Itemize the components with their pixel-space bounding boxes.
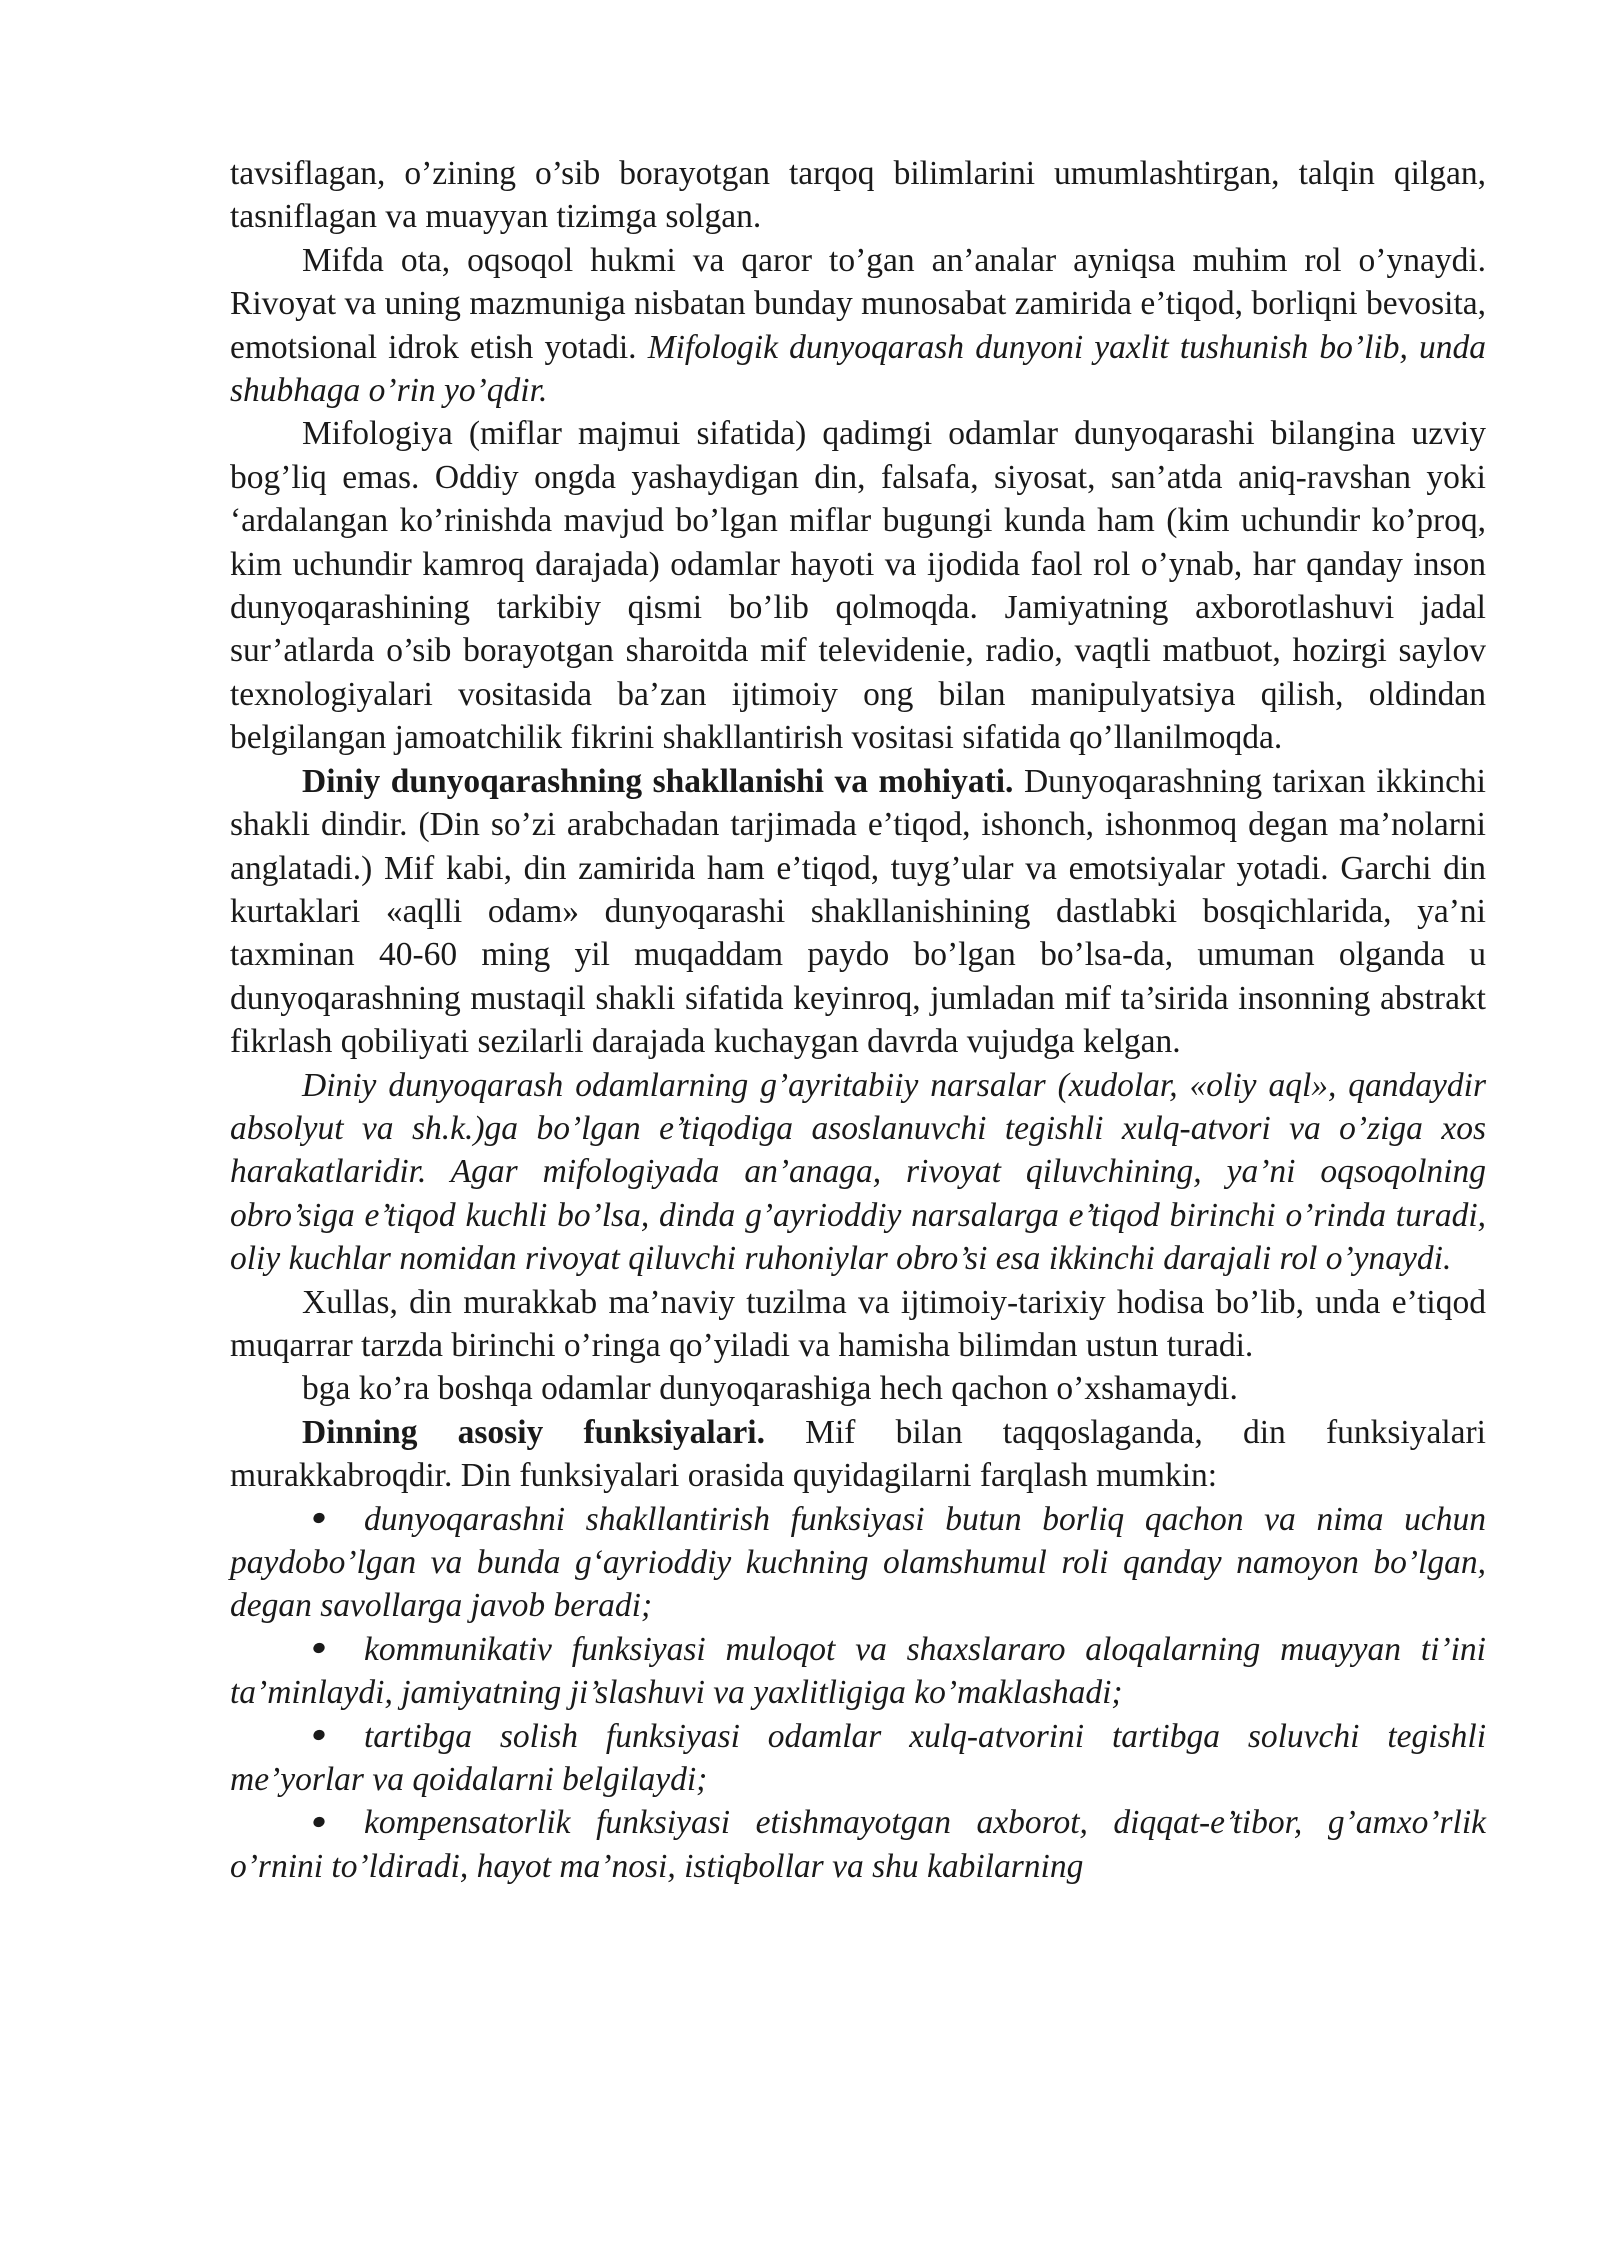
italic-text: Diniy dunyoqarash odamlarning g’ayritabiiy narsalar (xudolar, «oliy aql», qandaydir absolyut va sh.k.)ga bo’lgan e’tiqodiga asoslanuvchi tegishli xulq-atvori va o’ziga xos harakatlaridir. Agar mifologiyada an’anaga, rivoyat qiluvchining, ya’ni oqsoqolning obro’siga e’tiqod kuchli bo’lsa, dinda g’ayrioddiy narsalarga e’tiqod birinchi o’rinda turadi, oliy kuchlar nomidan rivoyat qiluvchi ruhoniylar obro’si esa ikkinchi darajali rol o’ynaydi. <box>230 1066 1486 1278</box>
italic-text: kommunikativ funksiyasi muloqot va shaxslararo aloqalarning muayyan ti’ini ta’minlaydi, jamiyatning ji’slashuvi va yaxlitligiga ko’maklashadi; <box>230 1630 1486 1712</box>
bold-heading-text: Dinning asosiy funksiyalari. <box>302 1413 765 1451</box>
paragraph <box>230 1411 1486 1498</box>
bullet-item <box>230 1715 1486 1802</box>
italic-text: Mifologik dunyoqarash dunyoni yaxlit tushunish bo’lib, unda shubhaga o’rin yo’qdir. <box>230 328 1486 410</box>
body-text: Dunyoqarashning tarixan ikkinchi shakli dindir. (Din so’zi arabchadan tarjimada e’tiqod, ishonch, ishonmoq degan ma’nolarni anglatadi.) Mif kabi, din zamirida ham e’tiqod, tuyg’ular va emotsiyalar yotadi. Garchi din kurtaklari «aqlli odam» dunyoqarashi shakllanishining dastlabki bosqichlarida, ya’ni taxminan 40-60 ming yil muqaddam paydo bo’lgan bo’lsa-da, umuman olganda u dunyoqarashning mustaqil shakli sifatida keyinroq, jumladan mif ta’sirida insonning abstrakt fikrlash qobiliyati sezilarli darajada kuchaygan davrda vujudga kelgan. <box>230 762 1486 1061</box>
body-text: Xullas, din murakkab ma’naviy tuzilma va ijtimoiy-tarixiy hodisa bo’lib, unda e’tiqod muqarrar tarzda birinchi o’ringa qo’yiladi va hamisha bilimdan ustun turadi. <box>230 1283 1486 1364</box>
paragraph <box>230 412 1486 759</box>
bullet-icon <box>312 1511 326 1524</box>
body-text: Mifologiya (miflar majmui sifatida) qadimgi odamlar dunyoqarashi bilangina uzviy bog’liq emas. Oddiy ongda yashaydigan din, falsafa, siyosat, san’atda aniq-ravshan yoki ‘ardalangan ko’rinishda mavjud bo’lgan miflar bugungi kunda ham (kim uchundir ko’proq, kim uchundir kamroq darajada) odamlar hayoti va ijodida faol rol o’ynab, har qanday inson dunyoqarashining tarkibiy qismi bo’lib qolmoqda. Jamiyatning axborotlashuvi jadal sur’atlarda o’sib borayotgan sharoitda mif televidenie, radio, vaqtli matbuot, hozirgi saylov texnologiyalari vositasida ba’zan ijtimoiy ong bilan manipulyatsiya qilish, oldindan belgilangan jamoatchilik fikrini shakllantirish vositasi sifatida qo’llanilmoqda. <box>230 415 1486 757</box>
paragraph <box>230 760 1486 1064</box>
bullet-item <box>230 1628 1486 1715</box>
bullet-icon <box>312 1641 326 1654</box>
bullet-icon <box>312 1728 326 1741</box>
paragraph <box>230 152 1486 239</box>
body-text: bga ko’ra boshqa odamlar dunyoqarashiga hech qachon o’xshamaydi. <box>302 1370 1238 1408</box>
body-text: Mif bilan taqqoslaganda, din funksiyalari murakkabroqdir. Din funksiyalari orasida quyidagilarni farqlash mumkin: <box>230 1413 1486 1495</box>
paragraph <box>230 239 1486 413</box>
paragraph <box>230 1281 1486 1368</box>
body-text: tavsiflagan, o’zining o’sib borayotgan tarqoq bilimlarini umumlashtirgan, talqin qilgan, tasniflagan va muayyan tizimga solgan. <box>230 155 1486 236</box>
bullet-item <box>230 1498 1486 1628</box>
italic-text: kompensatorlik funksiyasi etishmayotgan axborot, diqqat-e’tibor, g’amxo’rlik o’rnini to’ldiradi, hayot ma’nosi, istiqbollar va shu kabilarning <box>230 1804 1486 1885</box>
body-text: Mifda ota, oqsoqol hukmi va qaror to’gan an’analar ayniqsa muhim rol o’ynaydi. Rivoyat va uning mazmuniga nisbatan bunday munosabat zamirida e’tiqod, borliqni bevosita, emotsional idrok etish yotadi. <box>230 241 1486 366</box>
paragraph <box>230 1064 1486 1281</box>
italic-text: tartibga solish funksiyasi odamlar xulq-atvorini tartibga soluvchi tegishli me’yorlar va qoidalarni belgilaydi; <box>230 1717 1486 1799</box>
paragraph <box>230 1367 1486 1410</box>
bullet-item <box>230 1801 1486 1888</box>
bullet-icon <box>312 1815 326 1828</box>
bold-heading-text: Diniy dunyoqarashning shakllanishi va mohiyati. <box>302 762 1014 800</box>
italic-text: dunyoqarashni shakllantirish funksiyasi butun borliq qachon va nima uchun paydobo’lgan va bunda g‘ayrioddiy kuchning olamshumul roli qanday namoyon bo’lgan, degan savollarga javob beradi; <box>230 1500 1486 1625</box>
document-page <box>230 152 1486 1888</box>
